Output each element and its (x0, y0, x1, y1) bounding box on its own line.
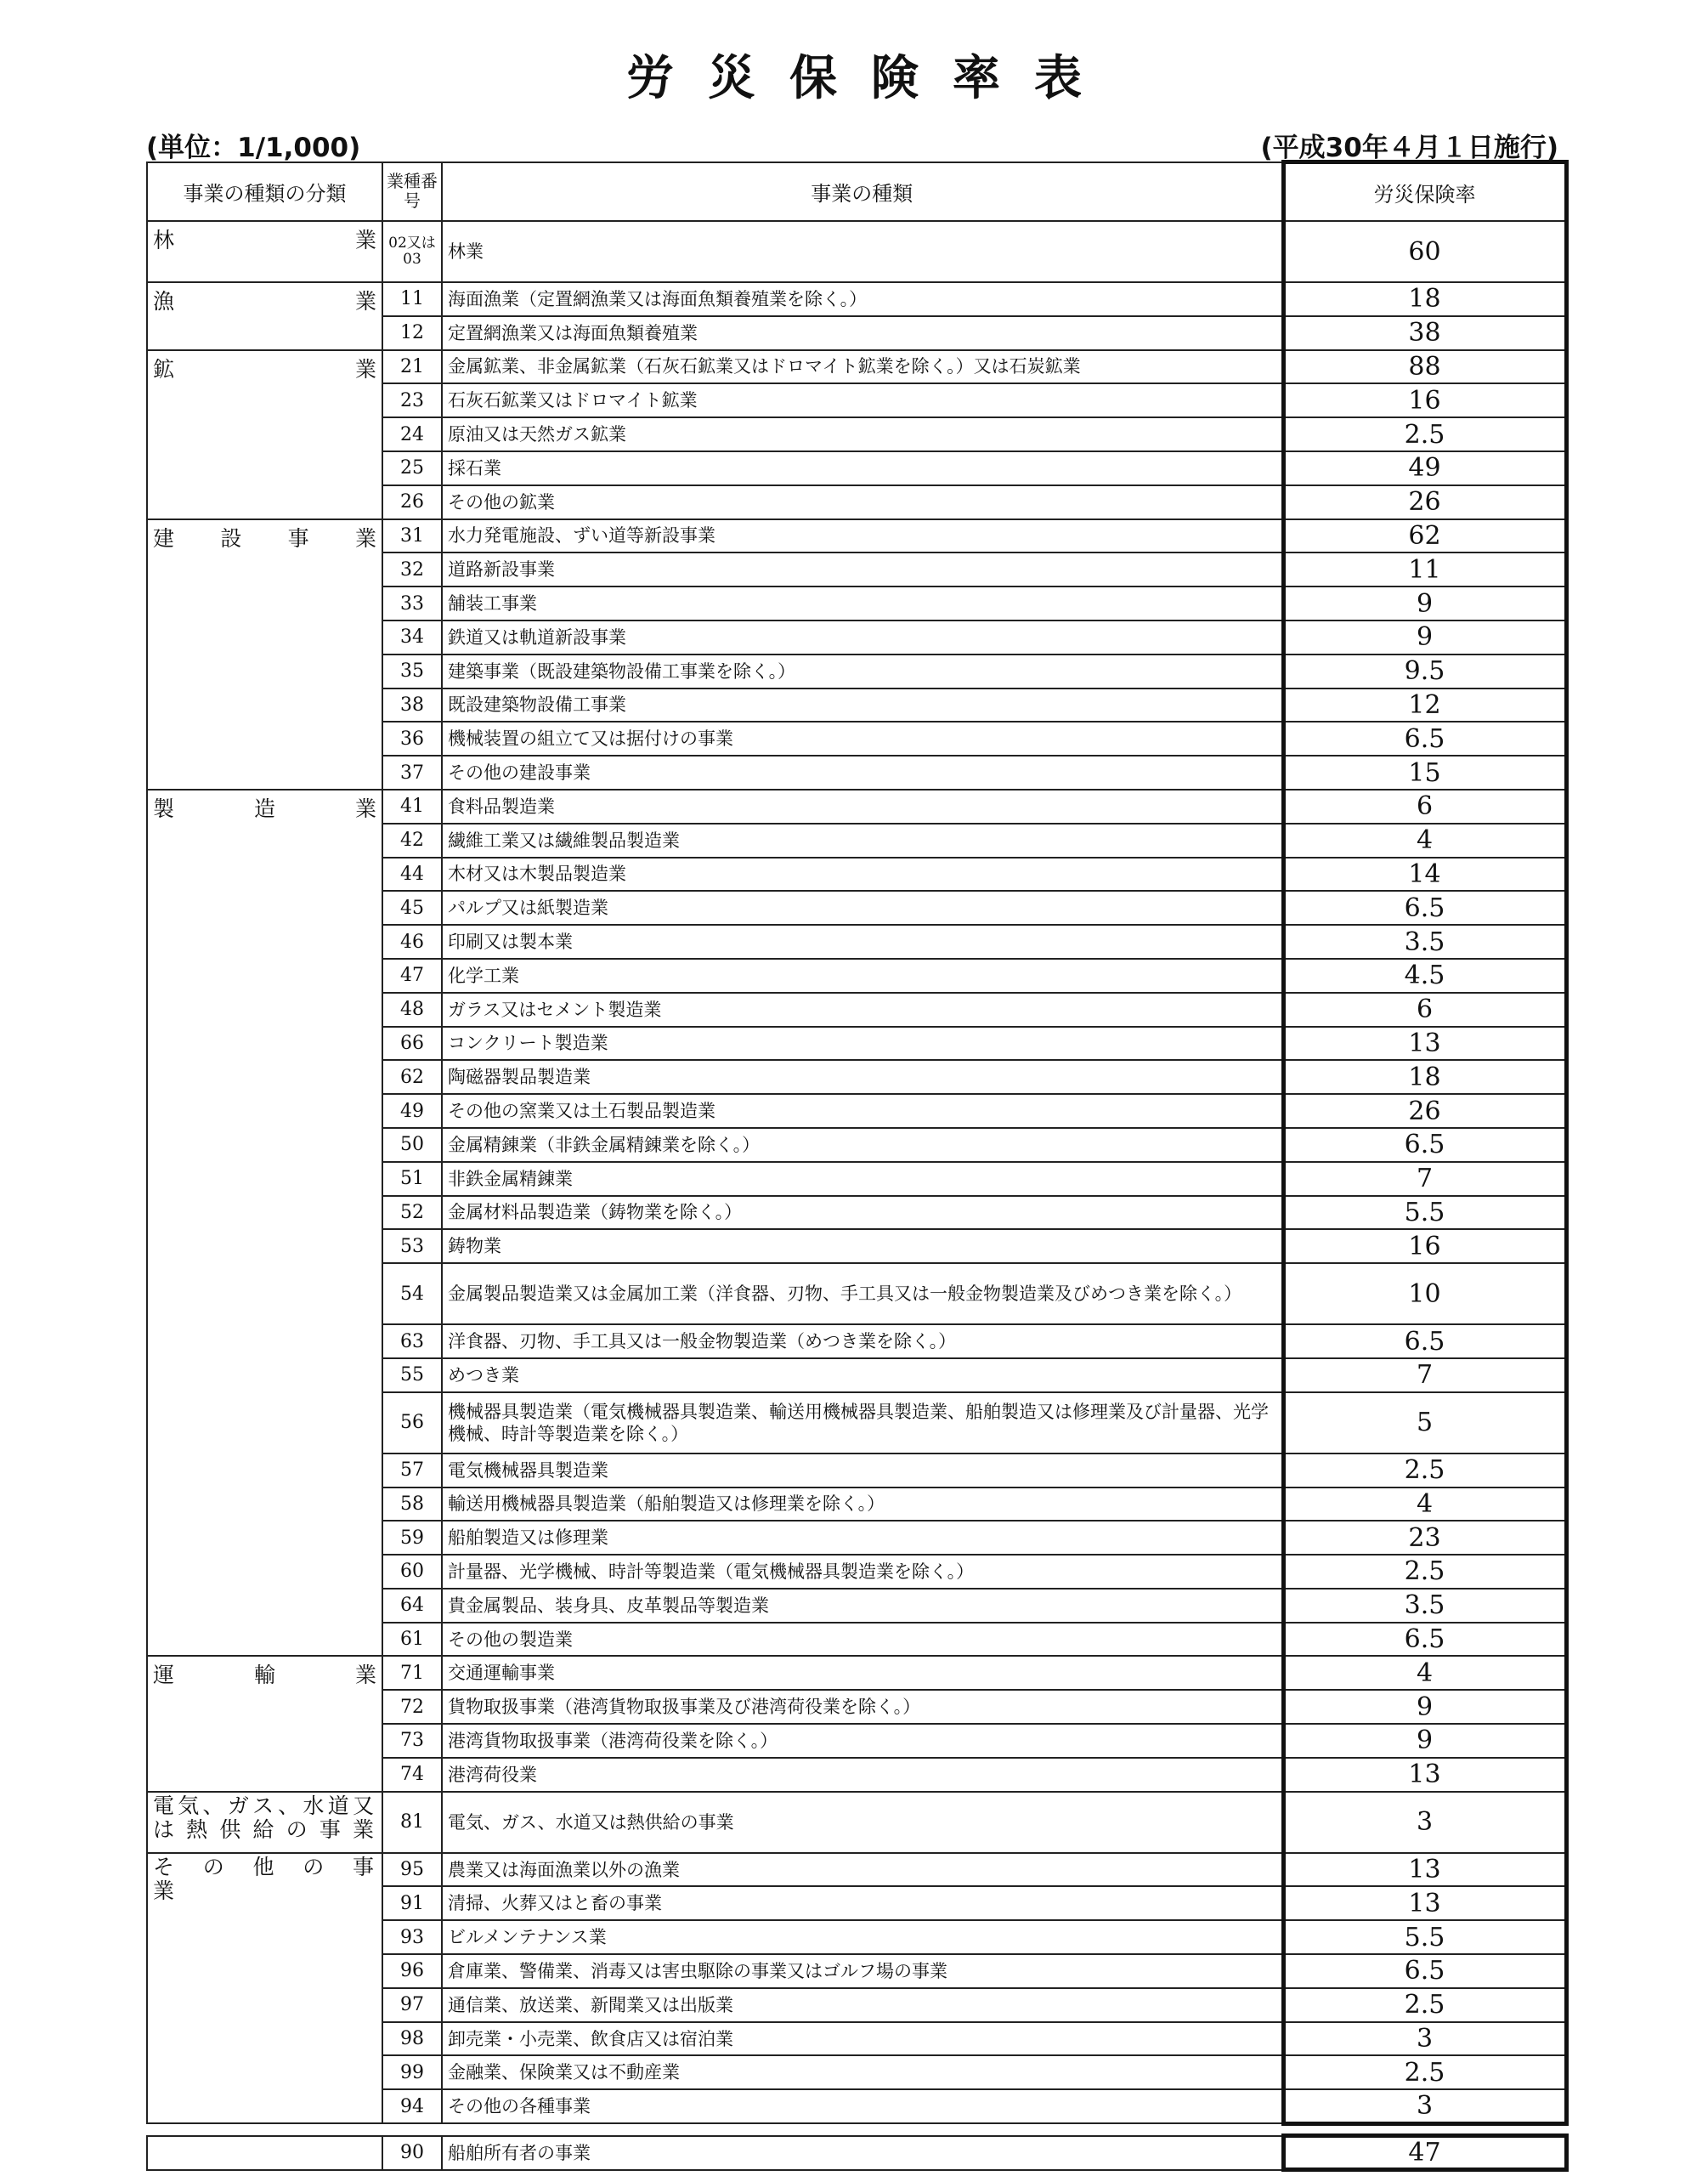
table-row (147, 282, 1566, 316)
industry-number: 98 (382, 2022, 442, 2056)
industry-type: その他の各種事業 (442, 2089, 1283, 2123)
industry-number: 50 (382, 1128, 442, 1162)
insurance-rate: 49 (1283, 451, 1566, 485)
industry-number: 54 (382, 1263, 442, 1324)
header-type: 事業の種類 (442, 162, 1283, 222)
industry-number: 37 (382, 756, 442, 790)
insurance-rate: 6.5 (1283, 722, 1566, 756)
category-label: 林 業 (153, 228, 376, 252)
industry-type: 金属材料品製造業（鋳物業を除く。） (442, 1196, 1283, 1230)
industry-number: 71 (382, 1656, 442, 1690)
industry-type: 農業又は海面漁業以外の漁業 (442, 1853, 1283, 1887)
industry-type: 化学工業 (442, 959, 1283, 993)
industry-type: 繊維工業又は繊維製品製造業 (442, 824, 1283, 858)
industry-number: 47 (382, 959, 442, 993)
industry-number: 31 (382, 519, 442, 553)
industry-type: 電気機械器具製造業 (442, 1454, 1283, 1488)
insurance-rate: 4 (1283, 1488, 1566, 1522)
industry-type: 貴金属製品、装身具、皮革製品等製造業 (442, 1589, 1283, 1623)
industry-number: 26 (382, 485, 442, 519)
industry-type: 林業 (442, 221, 1283, 282)
insurance-rate: 13 (1283, 1853, 1566, 1887)
industry-number: 02又は03 (382, 221, 442, 282)
effective-date: (平成30年４月１日施行) (1260, 133, 1558, 163)
industry-number: 42 (382, 824, 442, 858)
category-cell (147, 519, 382, 790)
industry-number: 53 (382, 1229, 442, 1263)
industry-number: 99 (382, 2055, 442, 2089)
industry-number: 51 (382, 1162, 442, 1196)
table-row (147, 1853, 1566, 1887)
insurance-rate: 6.5 (1283, 1324, 1566, 1358)
insurance-rate: 38 (1283, 316, 1566, 350)
insurance-rate: 4.5 (1283, 959, 1566, 993)
industry-type: 鋳物業 (442, 1229, 1283, 1263)
table-row (147, 519, 1566, 553)
industry-type: 電気、ガス、水道又は熱供給の事業 (442, 1792, 1283, 1853)
industry-type: 非鉄金属精錬業 (442, 1162, 1283, 1196)
industry-number: 11 (382, 282, 442, 316)
insurance-rate: 26 (1283, 485, 1566, 519)
industry-number: 25 (382, 451, 442, 485)
industry-number: 72 (382, 1690, 442, 1724)
insurance-rate: 60 (1283, 221, 1566, 282)
header-number: 業種番号 (382, 162, 442, 222)
industry-type: 舗装工事業 (442, 586, 1283, 620)
insurance-rate: 7 (1283, 1162, 1566, 1196)
insurance-rate: 3.5 (1283, 1589, 1566, 1623)
insurance-rate: 2.5 (1283, 2055, 1566, 2089)
industry-type: 水力発電施設、ずい道等新設事業 (442, 519, 1283, 553)
industry-number: 60 (382, 1555, 442, 1589)
insurance-rate: 18 (1283, 282, 1566, 316)
industry-number: 94 (382, 2089, 442, 2123)
category-cell (147, 2136, 382, 2170)
insurance-rate: 10 (1283, 1263, 1566, 1324)
industry-type: 定置網漁業又は海面魚類養殖業 (442, 316, 1283, 350)
insurance-rate: 2.5 (1283, 417, 1566, 451)
industry-type: 清掃、火葬又はと畜の事業 (442, 1886, 1283, 1920)
category-label: 製 造 業 (153, 796, 376, 821)
industry-type: 石灰石鉱業又はドロマイト鉱業 (442, 383, 1283, 417)
industry-type: その他の製造業 (442, 1623, 1283, 1657)
industry-number: 58 (382, 1488, 442, 1522)
industry-number: 63 (382, 1324, 442, 1358)
industry-type: 鉄道又は軌道新設事業 (442, 620, 1283, 654)
industry-type: 卸売業・小売業、飲食店又は宿泊業 (442, 2022, 1283, 2056)
header-row (147, 162, 1566, 222)
industry-type: その他の建設事業 (442, 756, 1283, 790)
industry-number: 57 (382, 1454, 442, 1488)
category-cell (147, 1656, 382, 1791)
insurance-rate: 15 (1283, 756, 1566, 790)
industry-type: 金属精錬業（非鉄金属精錬業を除く。） (442, 1128, 1283, 1162)
category-cell (147, 1853, 401, 2123)
insurance-rate: 2.5 (1283, 1454, 1566, 1488)
industry-number: 74 (382, 1758, 442, 1792)
insurance-rate: 2.5 (1283, 1988, 1566, 2022)
industry-type: 倉庫業、警備業、消毒又は害虫駆除の事業又はゴルフ場の事業 (442, 1954, 1283, 1988)
industry-type: その他の窯業又は土石製品製造業 (442, 1094, 1283, 1128)
insurance-rate: 5.5 (1283, 1920, 1566, 1954)
industry-type: 建築事業（既設建築物設備工事業を除く。） (442, 654, 1283, 688)
industry-type: 既設建築物設備工事業 (442, 688, 1283, 722)
industry-type: 採石業 (442, 451, 1283, 485)
industry-number: 34 (382, 620, 442, 654)
industry-type: 金属鉱業、非金属鉱業（石灰石鉱業又はドロマイト鉱業を除く。）又は石炭鉱業 (442, 350, 1283, 384)
category-label: そ の 他 の 事 業 (153, 1854, 401, 1903)
category-label: 電気、ガス、水道又は熱供給の事業 (153, 1793, 376, 1842)
industry-number: 52 (382, 1196, 442, 1230)
industry-type: パルプ又は紙製造業 (442, 891, 1283, 925)
category-label: 運 輸 業 (153, 1663, 376, 1688)
insurance-rate: 16 (1283, 1229, 1566, 1263)
industry-number: 41 (382, 790, 442, 824)
industry-type: 金融業、保険業又は不動産業 (442, 2055, 1283, 2089)
insurance-rate: 9.5 (1283, 654, 1566, 688)
industry-type: その他の鉱業 (442, 485, 1283, 519)
insurance-rate: 6.5 (1283, 1128, 1566, 1162)
category-label: 建 設 事 業 (153, 525, 376, 551)
industry-number: 81 (382, 1792, 442, 1853)
industry-number: 12 (382, 316, 442, 350)
category-cell (147, 790, 382, 1657)
industry-type: 通信業、放送業、新聞業又は出版業 (442, 1988, 1283, 2022)
insurance-rate: 3 (1283, 1792, 1566, 1853)
industry-number: 21 (382, 350, 442, 384)
industry-number: 48 (382, 993, 442, 1027)
industry-type: めつき業 (442, 1358, 1283, 1392)
industry-number: 56 (382, 1392, 442, 1454)
industry-type: コンクリート製造業 (442, 1027, 1283, 1061)
insurance-rate: 23 (1283, 1521, 1566, 1555)
extra-table (146, 2134, 1569, 2172)
insurance-rate: 3.5 (1283, 925, 1566, 959)
industry-number: 64 (382, 1589, 442, 1623)
category-label: 鉱 業 (153, 356, 376, 382)
industry-type: ビルメンテナンス業 (442, 1920, 1283, 1954)
category-label: 漁 業 (153, 289, 376, 314)
industry-type: 原油又は天然ガス鉱業 (442, 417, 1283, 451)
industry-number: 33 (382, 586, 442, 620)
industry-number: 35 (382, 654, 442, 688)
insurance-rate: 26 (1283, 1094, 1566, 1128)
industry-number: 91 (382, 1886, 442, 1920)
industry-number: 24 (382, 417, 442, 451)
table-row (147, 1792, 1566, 1853)
insurance-rate: 18 (1283, 1060, 1566, 1094)
industry-type: 輸送用機械器具製造業（船舶製造又は修理業を除く。） (442, 1488, 1283, 1522)
industry-type: 機械装置の組立て又は据付けの事業 (442, 722, 1283, 756)
industry-number: 55 (382, 1358, 442, 1392)
industry-number: 66 (382, 1027, 442, 1061)
industry-number: 90 (382, 2136, 442, 2170)
insurance-rate: 12 (1283, 688, 1566, 722)
category-cell (147, 282, 382, 350)
table-row (147, 1656, 1566, 1690)
industry-number: 97 (382, 1988, 442, 2022)
industry-number: 61 (382, 1623, 442, 1657)
insurance-rate: 3 (1283, 2089, 1566, 2123)
insurance-rate: 4 (1283, 824, 1566, 858)
industry-number: 45 (382, 891, 442, 925)
industry-type: 食料品製造業 (442, 790, 1283, 824)
insurance-rate: 7 (1283, 1358, 1566, 1392)
industry-type: 金属製品製造業又は金属加工業（洋食器、刃物、手工具又は一般金物製造業及びめつき業を除く。） (442, 1263, 1283, 1324)
industry-number: 62 (382, 1060, 442, 1094)
table-row (147, 2136, 1566, 2170)
industry-type: 港湾貨物取扱事業（港湾荷役業を除く。） (442, 1724, 1283, 1758)
industry-number: 44 (382, 858, 442, 892)
industry-type: 木材又は木製品製造業 (442, 858, 1283, 892)
insurance-rate: 88 (1283, 350, 1566, 384)
industry-type: 海面漁業（定置網漁業又は海面魚類養殖業を除く。） (442, 282, 1283, 316)
industry-type: 計量器、光学機械、時計等製造業（電気機械器具製造業を除く。） (442, 1555, 1283, 1589)
industry-type: ガラス又はセメント製造業 (442, 993, 1283, 1027)
insurance-rate: 13 (1283, 1027, 1566, 1061)
industry-number: 95 (382, 1853, 442, 1887)
insurance-rate: 5 (1283, 1392, 1566, 1454)
insurance-rate: 5.5 (1283, 1196, 1566, 1230)
industry-number: 36 (382, 722, 442, 756)
rate-table (146, 160, 1569, 2126)
unit-label: (単位：1/1,000) (146, 133, 361, 163)
insurance-rate: 6.5 (1283, 1623, 1566, 1657)
insurance-rate: 14 (1283, 858, 1566, 892)
industry-type: 港湾荷役業 (442, 1758, 1283, 1792)
insurance-rate: 9 (1283, 1690, 1566, 1724)
industry-type: 道路新設事業 (442, 552, 1283, 586)
industry-number: 49 (382, 1094, 442, 1128)
industry-number: 59 (382, 1521, 442, 1555)
industry-type: 船舶製造又は修理業 (442, 1521, 1283, 1555)
industry-type: 貨物取扱事業（港湾貨物取扱事業及び港湾荷役業を除く。） (442, 1690, 1283, 1724)
insurance-rate: 4 (1283, 1656, 1566, 1690)
insurance-rate: 13 (1283, 1886, 1566, 1920)
insurance-rate: 9 (1283, 586, 1566, 620)
category-cell (147, 221, 382, 282)
insurance-rate: 62 (1283, 519, 1566, 553)
page-title: 労災保険率表 (626, 51, 1116, 106)
insurance-rate: 6.5 (1283, 1954, 1566, 1988)
header-rate: 労災保険率 (1283, 162, 1566, 222)
industry-number: 23 (382, 383, 442, 417)
industry-number: 93 (382, 1920, 442, 1954)
industry-type: 洋食器、刃物、手工具又は一般金物製造業（めつき業を除く。） (442, 1324, 1283, 1358)
header-category: 事業の種類の分類 (147, 162, 382, 222)
category-cell (147, 1792, 382, 1853)
table-row (147, 221, 1566, 282)
insurance-rate: 47 (1283, 2136, 1566, 2170)
insurance-rate: 16 (1283, 383, 1566, 417)
industry-number: 46 (382, 925, 442, 959)
industry-type: 交通運輸事業 (442, 1656, 1283, 1690)
industry-type: 機械器具製造業（電気機械器具製造業、輸送用機械器具製造業、船舶製造又は修理業及び計量器、光学機械、時計等製造業を除く。） (442, 1392, 1283, 1454)
industry-number: 32 (382, 552, 442, 586)
industry-type: 船舶所有者の事業 (442, 2136, 1283, 2170)
insurance-rate: 13 (1283, 1758, 1566, 1792)
industry-type: 印刷又は製本業 (442, 925, 1283, 959)
insurance-rate: 3 (1283, 2022, 1566, 2056)
insurance-rate: 6 (1283, 790, 1566, 824)
insurance-rate: 9 (1283, 1724, 1566, 1758)
insurance-rate: 9 (1283, 620, 1566, 654)
industry-number: 38 (382, 688, 442, 722)
category-cell (147, 350, 382, 519)
industry-type: 陶磁器製品製造業 (442, 1060, 1283, 1094)
insurance-rate: 6 (1283, 993, 1566, 1027)
industry-number: 73 (382, 1724, 442, 1758)
table-row (147, 790, 1566, 824)
insurance-rate: 11 (1283, 552, 1566, 586)
table-row (147, 350, 1566, 384)
insurance-rate: 2.5 (1283, 1555, 1566, 1589)
industry-number: 96 (382, 1954, 442, 1988)
insurance-rate: 6.5 (1283, 891, 1566, 925)
